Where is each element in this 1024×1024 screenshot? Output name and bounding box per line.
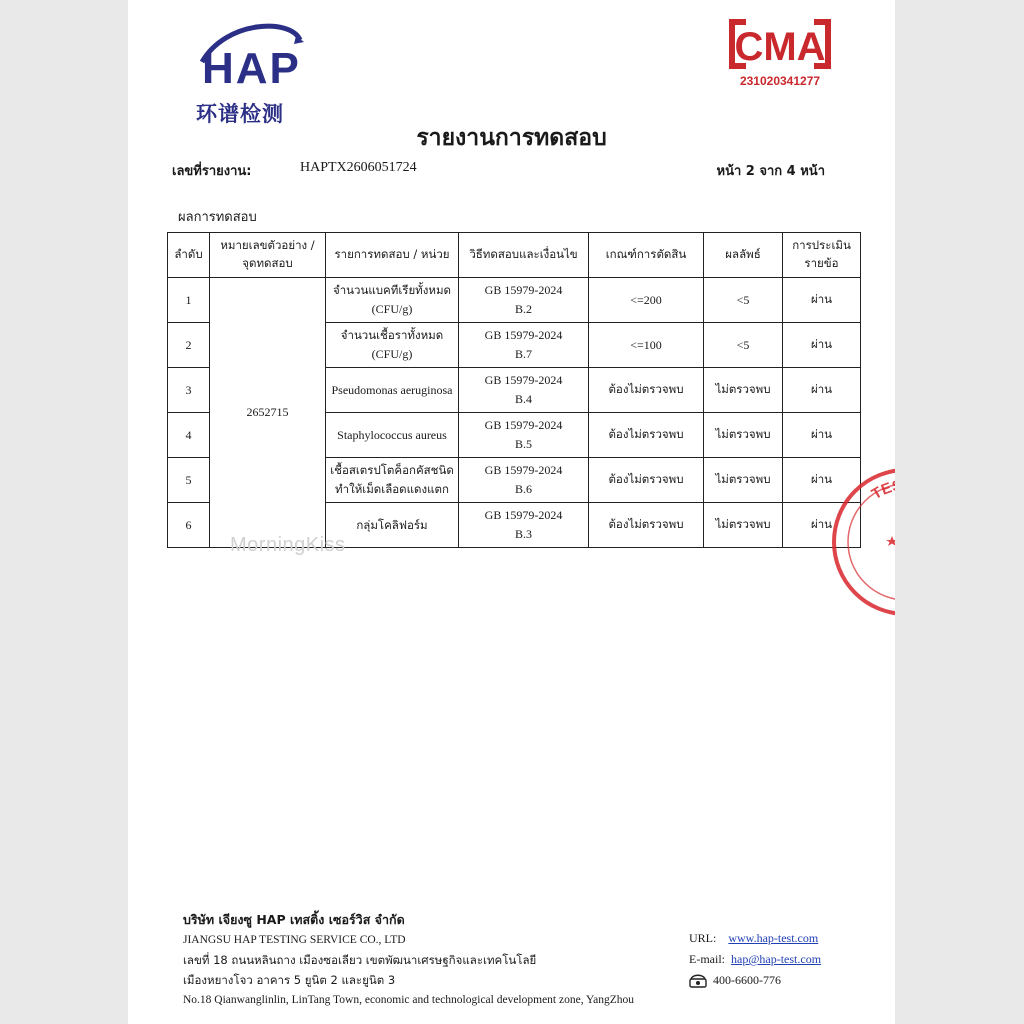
footer-contact-info bbox=[689, 928, 821, 991]
criterion-cell: ต้องไม่ตรวจพบ bbox=[589, 503, 704, 548]
row-no: 5 bbox=[168, 458, 210, 503]
official-stamp-icon bbox=[826, 462, 944, 622]
method-clause: B.2 bbox=[514, 302, 532, 316]
email-label: E-mail: bbox=[689, 952, 725, 966]
row-no: 1 bbox=[168, 278, 210, 323]
url-label: URL: bbox=[689, 931, 717, 945]
criterion-cell: ต้องไม่ตรวจพบ bbox=[589, 368, 704, 413]
method-standard: GB 15979-2024 bbox=[484, 373, 563, 388]
method-clause: B.7 bbox=[514, 347, 532, 361]
report-page bbox=[128, 0, 944, 1024]
evaluation-cell: ผ่าน bbox=[783, 458, 861, 503]
row-no: 6 bbox=[168, 503, 210, 548]
footer-company-info bbox=[183, 910, 634, 1010]
criterion-cell: ต้องไม่ตรวจพบ bbox=[589, 413, 704, 458]
phone-icon bbox=[689, 974, 707, 988]
criterion-cell: <=200 bbox=[589, 278, 704, 323]
method-cell bbox=[459, 323, 589, 368]
row-no: 3 bbox=[168, 368, 210, 413]
result-cell: ไม่ตรวจพบ bbox=[704, 458, 783, 503]
table-row bbox=[168, 278, 861, 323]
test-item-name: เชื้อสเตรปโตค็อกคัสชนิด bbox=[330, 463, 454, 478]
company-name-thai: บริษัท เจียงซู HAP เทสติ้ง เซอร์วิส จำกัด bbox=[183, 912, 405, 927]
cma-number: 231020341277 bbox=[739, 74, 821, 88]
hap-logo bbox=[196, 22, 306, 132]
watermark: MorningKiss bbox=[230, 534, 346, 556]
result-cell: <5 bbox=[704, 323, 783, 368]
table-header-row bbox=[168, 233, 861, 278]
result-cell: ไม่ตรวจพบ bbox=[704, 413, 783, 458]
url-link[interactable]: www.hap-test.com bbox=[728, 931, 819, 945]
report-number-value: HAPTX2606051724 bbox=[300, 160, 417, 175]
report-title: รายงานการทดสอบ bbox=[416, 125, 607, 151]
address-thai-line-2: เมืองหยางโจว อาคาร 5 ยูนิต 2 และยูนิต 3 bbox=[183, 973, 396, 987]
method-clause: B.6 bbox=[514, 482, 532, 496]
results-table bbox=[167, 232, 861, 548]
method-standard: GB 15979-2024 bbox=[484, 328, 563, 343]
svg-text:TESTING bbox=[868, 476, 944, 504]
email-line bbox=[689, 949, 821, 970]
test-item-name: Staphylococcus aureus bbox=[337, 427, 447, 442]
method-clause: B.5 bbox=[514, 437, 532, 451]
phone-number: 400-6600-776 bbox=[713, 973, 781, 987]
method-clause: B.3 bbox=[514, 527, 532, 541]
test-item-cell bbox=[326, 458, 459, 503]
hap-logo-chinese: 环谱检测 bbox=[196, 102, 284, 126]
method-clause: B.4 bbox=[514, 392, 532, 406]
method-standard: GB 15979-2024 bbox=[484, 418, 563, 433]
address-thai-line-1: เลขที่ 18 ถนนหลินถาง เมืองซอเลียว เขตพัฒนาเศรษฐกิจและเทคโนโลยี bbox=[183, 953, 537, 967]
evaluation-cell: ผ่าน bbox=[783, 278, 861, 323]
test-item-unit: ทำให้เม็ดเลือดแดงแตก bbox=[335, 482, 449, 496]
evaluation-cell: ผ่าน bbox=[783, 503, 861, 548]
header-sample-id: หมายเลขตัวอย่าง / จุดทดสอบ bbox=[210, 233, 326, 278]
header-test-item: รายการทดสอบ / หน่วย bbox=[326, 233, 459, 278]
test-item-unit: (CFU/g) bbox=[371, 302, 413, 317]
test-item-name: กลุ่มโคลิฟอร์ม bbox=[356, 517, 428, 532]
evaluation-cell: ผ่าน bbox=[783, 323, 861, 368]
method-standard: GB 15979-2024 bbox=[484, 508, 563, 523]
method-cell bbox=[459, 458, 589, 503]
evaluation-cell: ผ่าน bbox=[783, 413, 861, 458]
phone-line bbox=[689, 970, 821, 991]
header-criterion: เกณฑ์การตัดสิน bbox=[589, 233, 704, 278]
page-indicator: หน้า 2 จาก 4 หน้า bbox=[716, 164, 825, 179]
method-cell bbox=[459, 413, 589, 458]
address-english: No.18 Qianwanglinlin, LinTang Town, economic and technological development zone, YangZhou bbox=[183, 994, 635, 1006]
cma-logo bbox=[726, 14, 834, 94]
email-link[interactable]: hap@hap-test.com bbox=[731, 952, 822, 966]
url-line bbox=[689, 928, 821, 949]
sample-id-cell: 2652715 bbox=[210, 278, 326, 548]
method-cell bbox=[459, 368, 589, 413]
method-cell bbox=[459, 278, 589, 323]
hap-logo-text: HAP bbox=[202, 44, 301, 93]
result-cell: ไม่ตรวจพบ bbox=[704, 368, 783, 413]
header-method: วิธีทดสอบและเงื่อนไข bbox=[459, 233, 589, 278]
row-no: 4 bbox=[168, 413, 210, 458]
evaluation-cell: ผ่าน bbox=[783, 368, 861, 413]
header-result: ผลลัพธ์ bbox=[704, 233, 783, 278]
report-number-label: เลขที่รายงาน: bbox=[172, 164, 252, 179]
result-cell: ไม่ตรวจพบ bbox=[704, 503, 783, 548]
test-item-cell bbox=[326, 278, 459, 323]
method-cell bbox=[459, 503, 589, 548]
test-item-cell bbox=[326, 413, 459, 458]
row-no: 2 bbox=[168, 323, 210, 368]
method-standard: GB 15979-2024 bbox=[484, 283, 563, 298]
criterion-cell: <=100 bbox=[589, 323, 704, 368]
method-standard: GB 15979-2024 bbox=[484, 463, 563, 478]
cma-mark-icon bbox=[726, 14, 834, 74]
section-title: ผลการทดสอบ bbox=[178, 210, 257, 225]
cma-logo-text: CMA bbox=[734, 25, 826, 69]
header-no: ลำดับ bbox=[168, 233, 210, 278]
company-name-english: JIANGSU HAP TESTING SERVICE CO., LTD bbox=[183, 934, 406, 946]
criterion-cell: ต้องไม่ตรวจพบ bbox=[589, 458, 704, 503]
header-evaluation: การประเมิน รายข้อ bbox=[783, 233, 861, 278]
test-item-name: จำนวนเชื้อราทั้งหมด bbox=[340, 328, 444, 343]
test-item-name: จำนวนแบคทีเรียทั้งหมด bbox=[332, 283, 452, 298]
test-item-name: Pseudomonas aeruginosa bbox=[331, 382, 453, 397]
stamp-text: TESTING bbox=[868, 476, 944, 504]
result-cell: <5 bbox=[704, 278, 783, 323]
test-item-cell bbox=[326, 323, 459, 368]
test-item-unit: (CFU/g) bbox=[371, 347, 413, 362]
test-item-cell bbox=[326, 368, 459, 413]
